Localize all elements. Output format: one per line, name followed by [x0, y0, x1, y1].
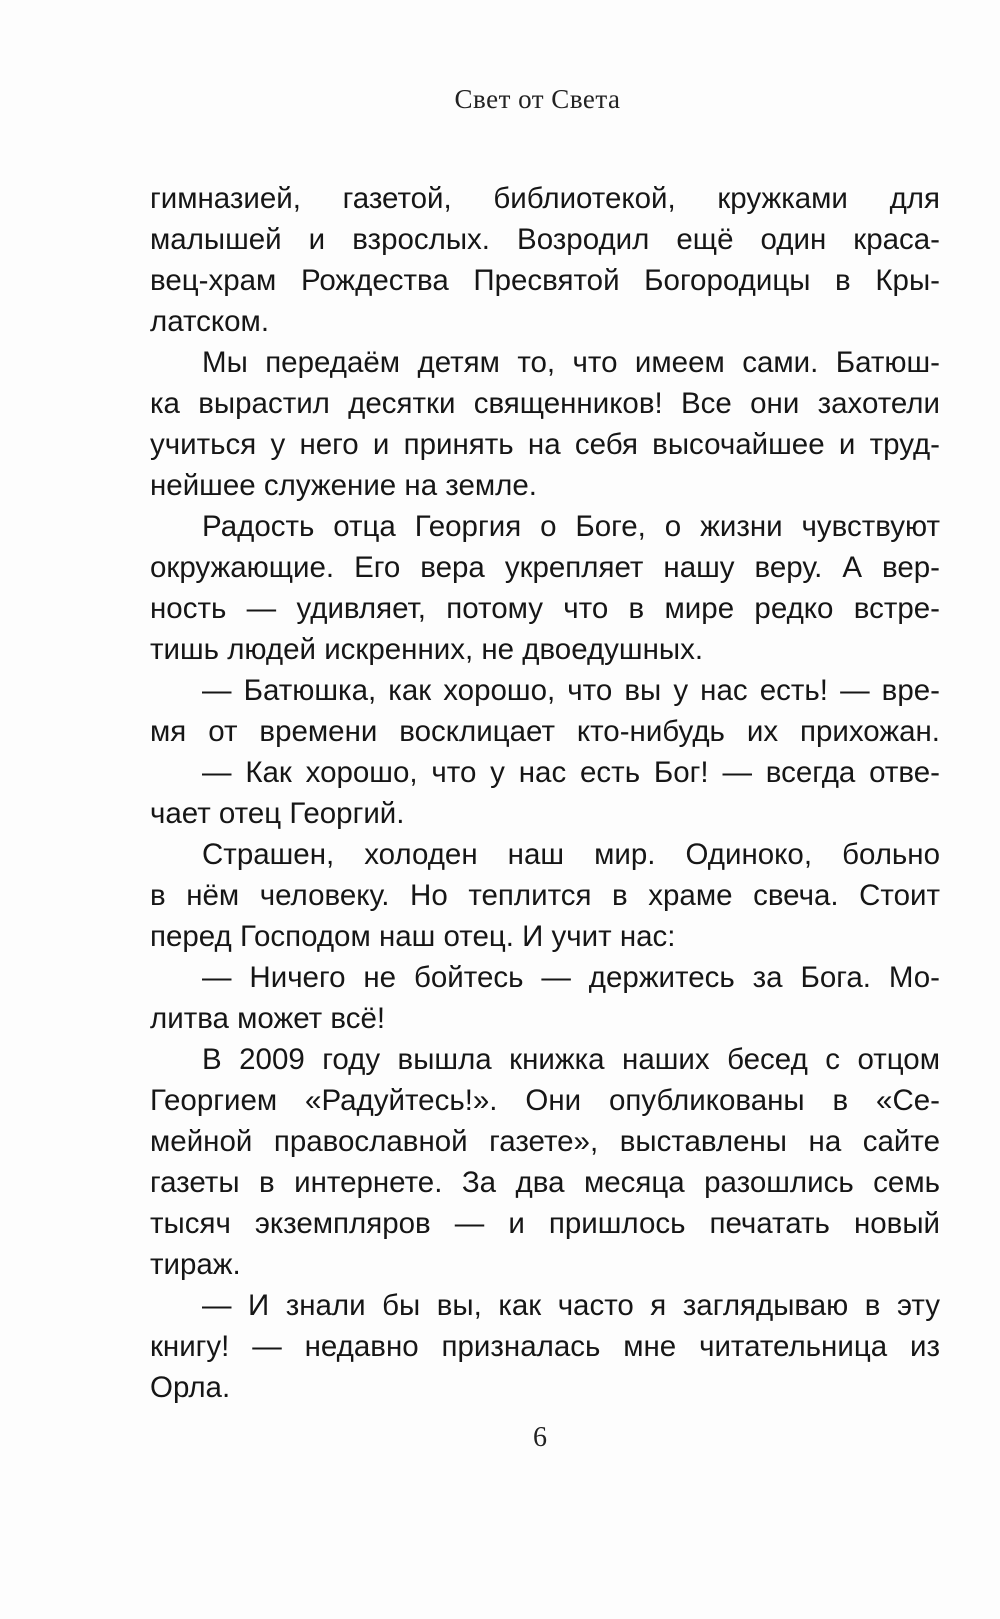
running-title: Свет от Света — [454, 84, 621, 114]
text-line: ка вырастил десятки священников! Все они захотели — [150, 387, 940, 420]
text-line: малышей и взрослых. Возродил ещё один краса- — [150, 223, 940, 256]
text-line: тираж. — [150, 1248, 241, 1281]
text-line: книгу! — недавно призналась мне читательница из — [150, 1330, 940, 1363]
text-line: Радость отца Георгия о Боге, о жизни чувствуют — [202, 510, 940, 543]
text-line: гимназией, газетой, библиотекой, кружками для — [150, 182, 940, 215]
text-line: окружающие. Его вера укрепляет нашу веру. А вер- — [150, 551, 940, 584]
text-line: латском. — [150, 305, 270, 338]
text-line: — Батюшка, как хорошо, что вы у нас есть! — вре- — [202, 674, 940, 707]
text-line: мейной православной газете», выставлены на сайте — [150, 1125, 940, 1158]
text-line: тишь людей искренних, не двоедушных. — [150, 633, 704, 666]
body-text — [150, 178, 940, 1408]
text-line: В 2009 году вышла книжка наших бесед с отцом — [202, 1043, 940, 1076]
text-line: газеты в интернете. За два месяца разошлись семь — [150, 1166, 940, 1199]
text-line: нейшее служение на земле. — [150, 469, 538, 502]
text-line: — Ничего не бойтесь — держитесь за Бога. Мо- — [202, 961, 940, 994]
text-line: — И знали бы вы, как часто я заглядываю в эту — [202, 1289, 940, 1322]
text-line: Страшен, холоден наш мир. Одиноко, больно — [202, 838, 940, 871]
page-number: 6 — [533, 1422, 547, 1453]
text-line: перед Господом наш отец. И учит нас: — [150, 920, 676, 953]
text-line: ность — удивляет, потому что в мире редко встре- — [150, 592, 940, 625]
text-line: чает отец Георгий. — [150, 797, 405, 830]
text-line: Мы передаём детям то, что имеем сами. Батюш- — [202, 346, 940, 379]
text-line: в нём человеку. Но теплится в храме свеча. Стоит — [150, 879, 940, 912]
text-line: мя от времени восклицает кто-нибудь их прихожан. — [150, 715, 940, 748]
text-line: Георгием «Радуйтесь!». Они опубликованы в «Се- — [150, 1084, 940, 1117]
text-line: Орла. — [150, 1371, 231, 1404]
text-line: литва может всё! — [150, 1002, 386, 1035]
text-line: вец-храм Рождества Пресвятой Богородицы в Кры- — [150, 264, 940, 297]
text-line: тысяч экземпляров — и пришлось печатать новый — [150, 1207, 940, 1240]
text-line: учиться у него и принять на себя высочайшее и труд- — [150, 428, 940, 461]
text-line: — Как хорошо, что у нас есть Бог! — всегда отве- — [202, 756, 940, 789]
